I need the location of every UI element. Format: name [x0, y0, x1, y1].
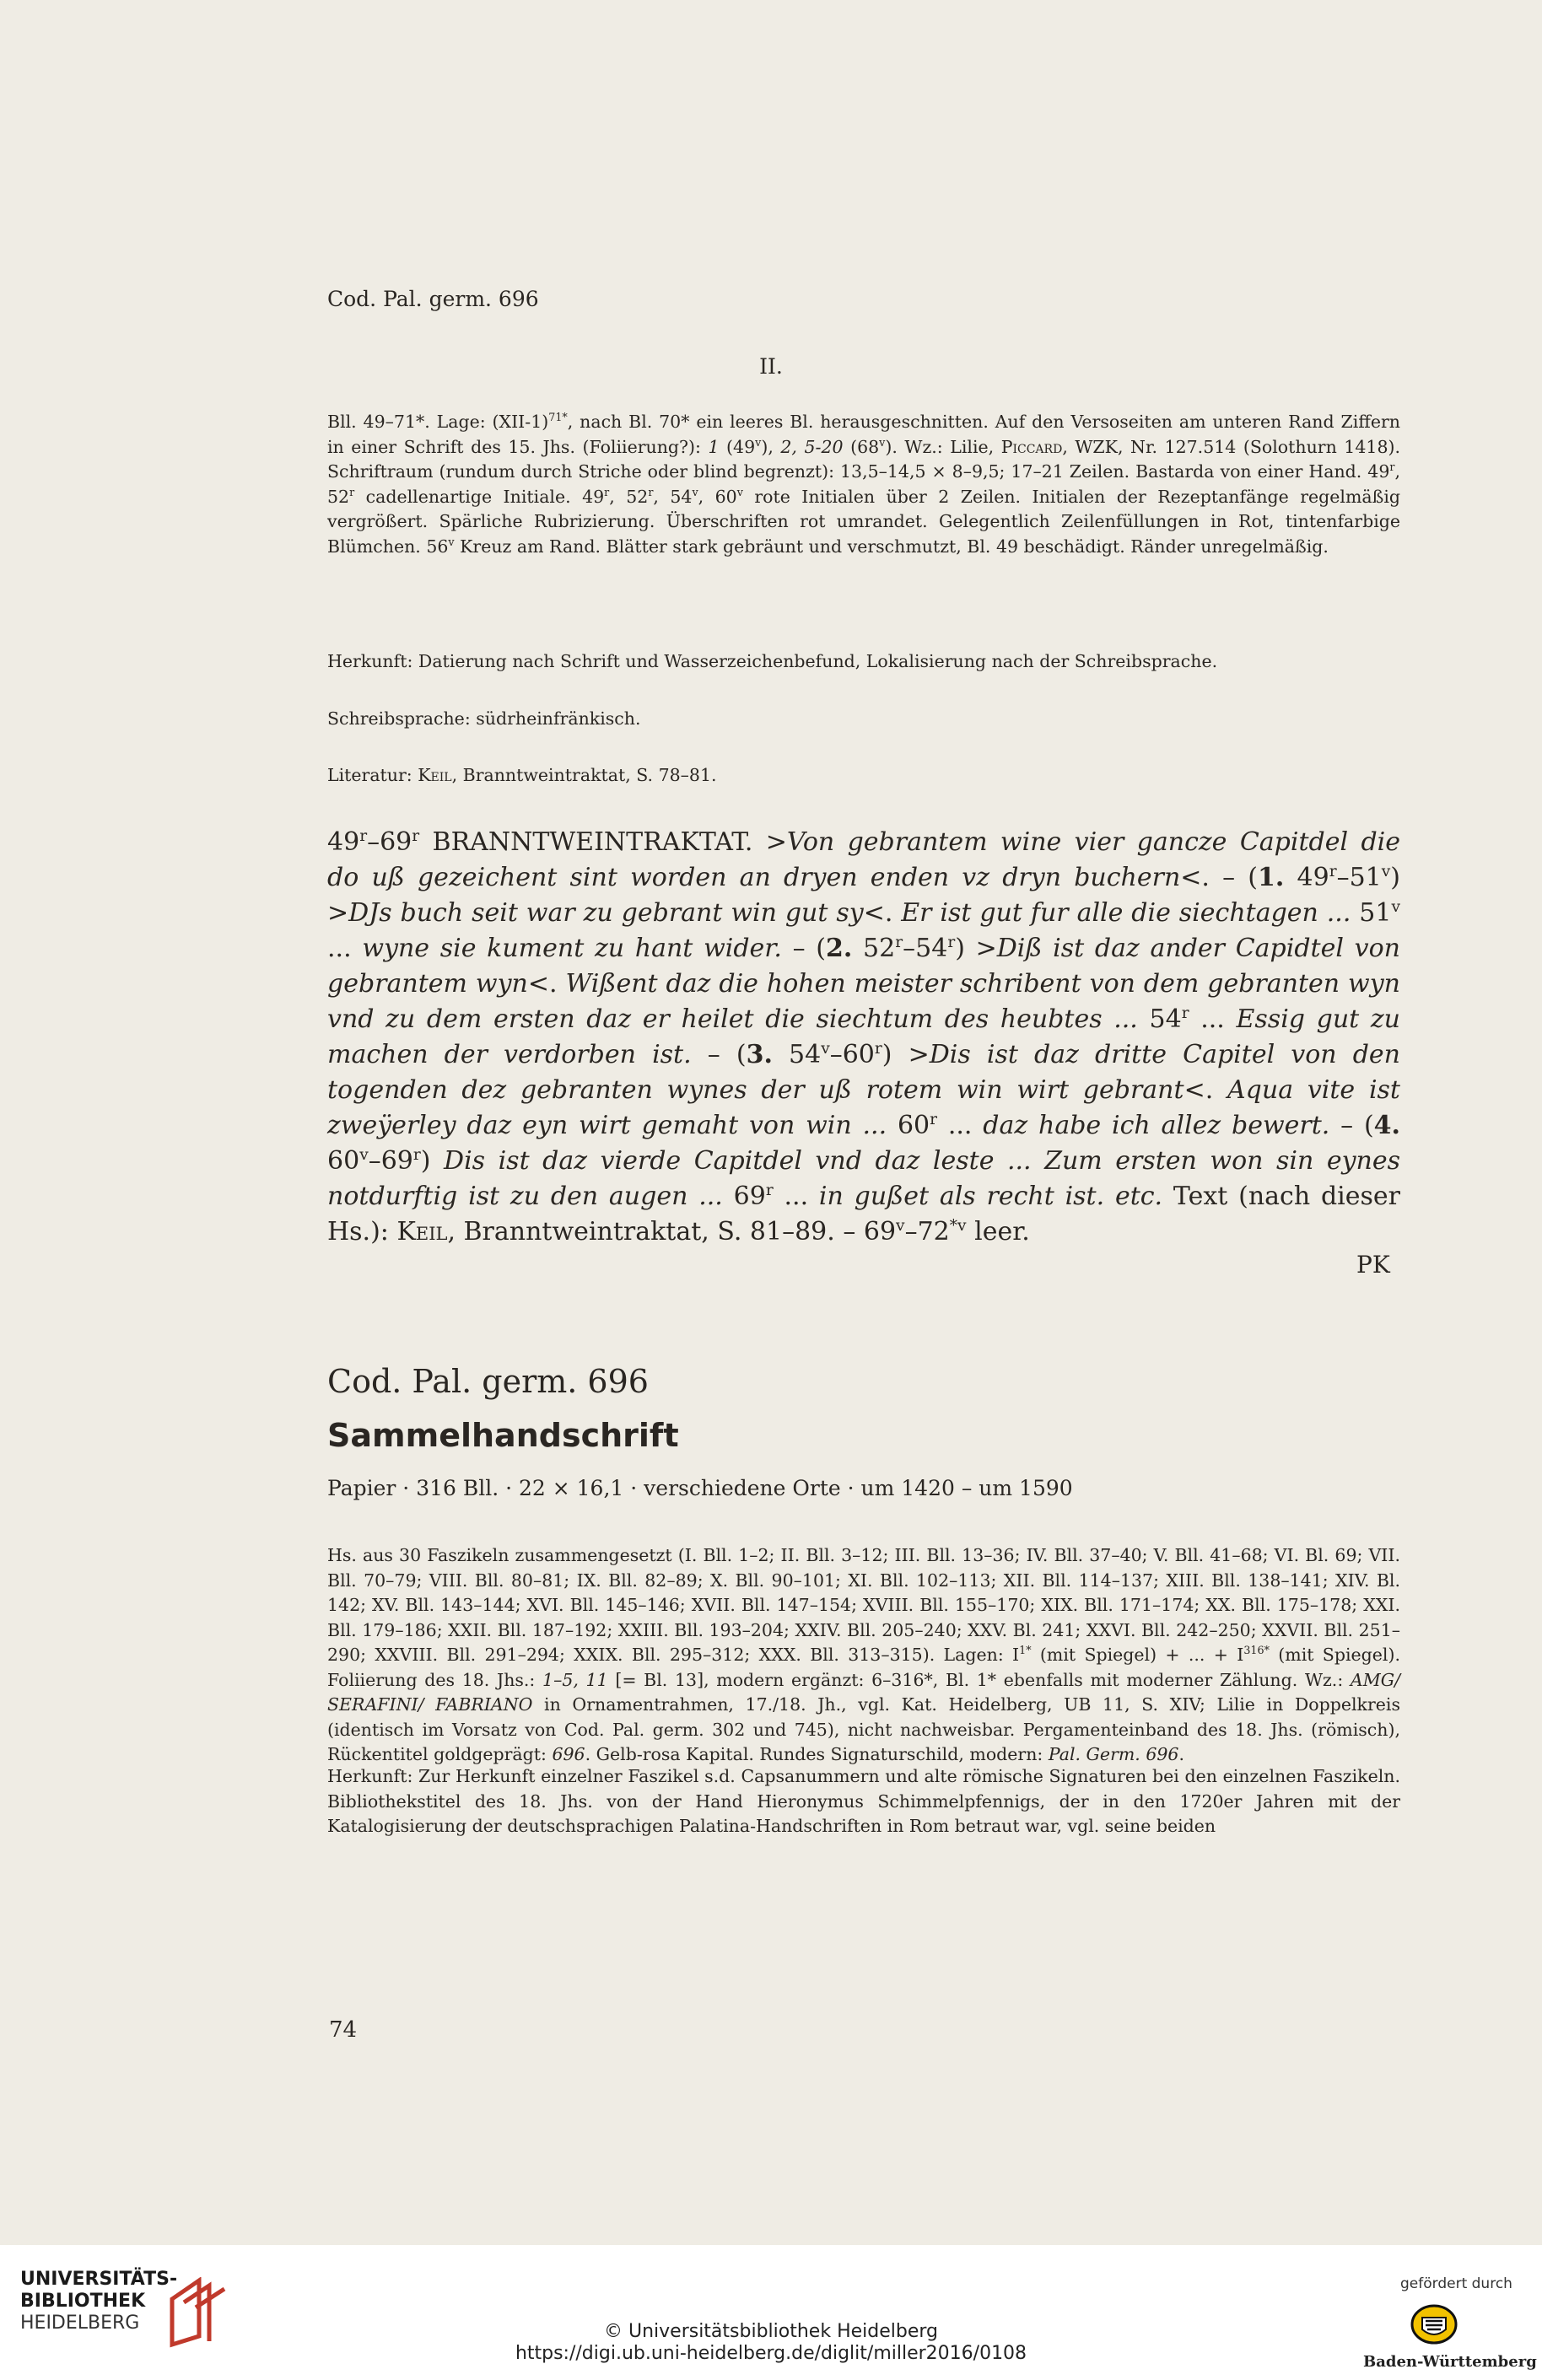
- footer-copyright: [0, 2321, 1542, 2365]
- page-number: 74: [329, 2017, 358, 2043]
- record-meta: Papier · 316 Bll. · 22 × 16,1 · verschiedene Orte · um 1420 – um 1590: [327, 1476, 1073, 1500]
- library-line-3: HEIDELBERG: [20, 2313, 140, 2334]
- provenance-paragraph-2: Herkunft: Zur Herkunft einzelner Faszikel s.d. Capsanummern und alte römische Signaturen bei den einzelnen Faszikeln. Bibliothekstitel des 18. Jhs. von der Hand Hieronymus Schimmelpfennigs, der in den 1720er Jahren mit der Katalogisierung der deutschsprachigen Palatina-Handschriften in Rom betraut war, vgl. seine beiden: [327, 1766, 1400, 1836]
- sponsor-label: gefördert durch: [1400, 2275, 1512, 2292]
- running-head: Cod. Pal. germ. 696: [327, 287, 539, 311]
- author-initials: PK: [1356, 1251, 1390, 1279]
- provenance-paragraph: Herkunft: Datierung nach Schrift und Wasserzeichenbefund, Lokalisierung nach der Schreibsprache.: [327, 651, 1218, 671]
- library-line-2: BIBLIOTHEK: [20, 2291, 146, 2312]
- section-number: II.: [759, 354, 783, 379]
- sponsor-name: Baden-Württemberg: [1363, 2353, 1537, 2371]
- codicology-paragraph: Bll. 49–71*. Lage: $(XII-1)^{71*}$, nach Bl. 70* ein leeres Bl. herausgeschnitten. Auf den Versoseiten am unteren Rand Ziffern in einer Schrift des 15. Jhs. (Foliierung?): 1 (49$^v$), 2, 5-20 (68$^v$). Wz.: Lilie, Piccard, WZK, Nr. 127.514 (Solothurn 1418). Schriftraum (rundum durch Striche oder blind begrenzt): 13,5–14,5 × 8–9,5; 17–21 Zeilen. Bastarda von einer Hand. 49$^r$, 52$^r$ cadellenartige Initiale. 49$^r$, 52$^r$, 54$^v$, 60$^v$ rote Initialen über 2 Zeilen. Initialen der Rezeptanfänge regelmäßig vergrößert. Spärliche Rubrizierung. Überschriften rot umrandet. Gelegentlich Zeilenfüllungen in Rot, tintenfarbige Blümchen. 56$^v$ Kreuz am Rand. Blätter stark gebräunt und verschmutzt, Bl. 49 beschädigt. Ränder unregelmäßig.: [327, 411, 1400, 557]
- language-paragraph: Schreibsprache: südrheinfränkisch.: [327, 708, 641, 729]
- record-shelfmark: Cod. Pal. germ. 696: [327, 1363, 649, 1400]
- permalink-url[interactable]: https://digi.ub.uni-heidelberg.de/diglit/miller2016/0108: [515, 2343, 1027, 2364]
- copyright-text: © Universitätsbibliothek Heidelberg: [603, 2321, 938, 2342]
- content-entry: 49$^r$–69$^r$ BRANNTWEINTRAKTAT. >Von gebrantem wine vier gancze Capitdel die do uß gezeichent sint worden an dryen enden vz dryn buchern<. – (1. $49^r-51^v) >DJs$ buch seit war zu gebrant win gut sy<. Er ist gut fur alle die siechtagen ... 51$^v$ ... wyne sie kument zu hant wider. – (2. $52^r-54^r$) >Diß ist daz ander Capidtel von gebrantem wyn<. Wißent daz die hohen meister schribent von dem gebranten wyn vnd zu dem ersten daz er heilet die siechtum des heubtes ... 54$^r$ ... Essig gut zu machen der verdorben ist. – (3. $54^v-60^r) >Dis$ ist daz dritte Capitel von den togenden dez gebranten wynes der uß rotem win wirt gebrant<. Aqua vite ist zweÿerley daz eyn wirt gemaht von win ... 60$^r$ ... daz habe ich allez bewert. – (4. 60$^v$–69$^r$) Dis ist daz vierde Capitdel vnd daz leste ... Zum ersten won sin eynes notdurftig ist zu den augen ... 69$^r$ ... in gußet als recht ist. etc. Text (nach dieser Hs.): Keil, Branntweintraktat, S. 81–89. – 69$^v$–72$^{*v}$ leer.: [327, 827, 1401, 1247]
- record-title: Sammelhandschrift: [327, 1417, 679, 1454]
- baden-wuerttemberg-crest-icon: [1410, 2301, 1458, 2348]
- composition-paragraph: Hs. aus 30 Faszikeln zusammengesetzt (I. Bll. 1–2; II. Bll. 3–12; III. Bll. 13–36; IV. Bll. 37–40; V. Bll. 41–68; VI. Bl. 69; VII. Bll. 70–79; VIII. Bll. 80–81; IX. Bll. 82–89; X. Bll. 90–101; XI. Bll. 102–113; XII. Bll. 114–137; XIII. Bll. 138–141; XIV. Bl. 142; XV. Bll. 143–144; XVI. Bll. 145–146; XVII. Bll. 147–154; XVIII. Bll. 155–170; XIX. Bll. 171–174; XX. Bll. 175–178; XXI. Bll. 179–186; XXII. Bll. 187–192; XXIII. Bll. 193–204; XXIV. Bll. 205–240; XXV. Bl. 241; XXVI. Bll. 242–250; XXVII. Bll. 251–290; XXVIII. Bll. 291–294; XXIX. Bll. 295–312; XXX. Bll. 313–315). Lagen: $I^{1*}$ (mit Spiegel) + ... + $I^{316*}$ (mit Spiegel). Foliierung des 18. Jhs.: 1–5, 11 [= Bl. 13], modern ergänzt: 6–316*, Bl. 1* ebenfalls mit moderner Zählung. Wz.: AMG/ SERAFINI/ FABRIANO in Ornamentrahmen, 17./18. Jh., vgl. Kat. Heidelberg, UB 11, S. XIV; Lilie in Doppelkreis (identisch im Vorsatz von Cod. Pal. germ. 302 und 745), nicht nachweisbar. Pergamenteinband des 18. Jhs. (römisch), Rückentitel goldgeprägt: 696. Gelb-rosa Kapital. Rundes Signaturschild, modern: Pal. Germ. 696.: [327, 1545, 1400, 1764]
- literature-paragraph: Literatur: Keil, Branntweintraktat, S. 78–81.: [327, 765, 717, 785]
- library-line-1: UNIVERSITÄTS-: [20, 2269, 178, 2290]
